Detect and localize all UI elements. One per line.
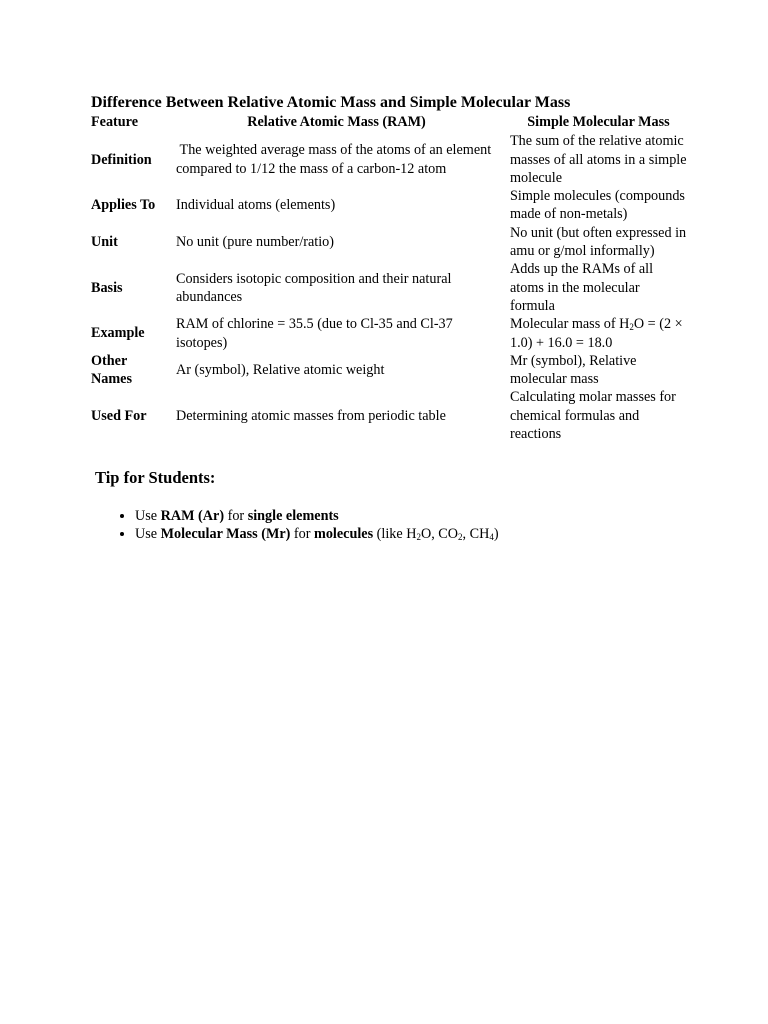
header-feature: Feature bbox=[91, 114, 139, 130]
table-row bbox=[88, 315, 690, 352]
ram-cell: RAM of chlorine = 35.5 (due to Cl-35 and Cl-37 isotopes) bbox=[176, 316, 453, 351]
tip-bold-text: single elements bbox=[247, 508, 339, 524]
ram-cell: Determining atomic masses from periodic table bbox=[176, 407, 446, 424]
comparison-table bbox=[88, 113, 690, 443]
list-item bbox=[135, 507, 499, 525]
table-row bbox=[88, 187, 690, 224]
table-row bbox=[88, 388, 690, 443]
table-header-row bbox=[88, 113, 690, 132]
header-smm: Simple Molecular Mass bbox=[527, 114, 670, 130]
ram-cell: No unit (pure number/ratio) bbox=[176, 233, 334, 250]
smm-cell: Mr (symbol), Relative molecular mass bbox=[510, 352, 637, 388]
smm-cell: No unit (but often expressed in amu or g/mol informally) bbox=[510, 224, 687, 260]
tip-bold-text: Molecular Mass (Mr) bbox=[160, 526, 291, 542]
tip-text: ) bbox=[493, 526, 499, 542]
document-title: Difference Between Relative Atomic Mass and Simple Molecular Mass bbox=[91, 94, 571, 111]
smm-cell: Adds up the RAMs of all atoms in the molecular formula bbox=[510, 261, 654, 314]
smm-cell bbox=[507, 315, 690, 352]
tip-text: O, CO bbox=[420, 526, 459, 542]
smm-cell: Simple molecules (compounds made of non-metals) bbox=[510, 188, 685, 223]
subscript: 2 bbox=[416, 532, 421, 542]
tips-list bbox=[112, 507, 499, 543]
table-row bbox=[88, 260, 690, 315]
subscript: 2 bbox=[458, 532, 463, 542]
feature-cell: Basis bbox=[91, 279, 123, 296]
tips-heading: Tip for Students: bbox=[95, 468, 216, 487]
feature-cell: Other Names bbox=[91, 352, 132, 388]
ram-cell: Considers isotopic composition and their natural abundances bbox=[176, 270, 452, 305]
list-item bbox=[135, 525, 499, 543]
smm-cell: The sum of the relative atomic masses of all atoms in a simple molecule bbox=[510, 133, 687, 186]
ram-cell: The weighted average mass of the atoms of an element compared to 1/12 the mass of a carbon-12 atom bbox=[176, 142, 495, 177]
smm-text-before: Molecular mass of H bbox=[510, 316, 630, 333]
subscript: 4 bbox=[489, 532, 494, 542]
smm-text-after: O = (2 × 1.0) + 16.0 = 18.0 bbox=[510, 316, 683, 351]
feature-cell: Unit bbox=[91, 233, 118, 250]
tip-text: for bbox=[290, 526, 315, 542]
feature-cell: Applies To bbox=[91, 197, 156, 214]
feature-cell: Example bbox=[91, 325, 145, 342]
table-row bbox=[88, 352, 690, 389]
feature-cell: Definition bbox=[91, 151, 152, 168]
tip-bold-text: RAM (Ar) bbox=[160, 508, 225, 524]
tip-text: for bbox=[224, 508, 248, 524]
table-row bbox=[88, 224, 690, 261]
ram-cell: Ar (symbol), Relative atomic weight bbox=[176, 362, 385, 378]
tip-text: (like H bbox=[373, 526, 417, 542]
header-ram: Relative Atomic Mass (RAM) bbox=[247, 114, 426, 130]
feature-cell: Used For bbox=[91, 407, 147, 424]
subscript: 2 bbox=[629, 322, 634, 333]
smm-cell: Calculating molar masses for chemical formulas and reactions bbox=[510, 389, 676, 443]
tip-text: Use bbox=[135, 508, 161, 524]
ram-cell: Individual atoms (elements) bbox=[176, 197, 336, 214]
table-row bbox=[88, 132, 690, 187]
tip-text: , CH bbox=[462, 526, 490, 542]
tip-bold-text: molecules bbox=[314, 526, 374, 542]
tip-text: Use bbox=[135, 526, 161, 542]
